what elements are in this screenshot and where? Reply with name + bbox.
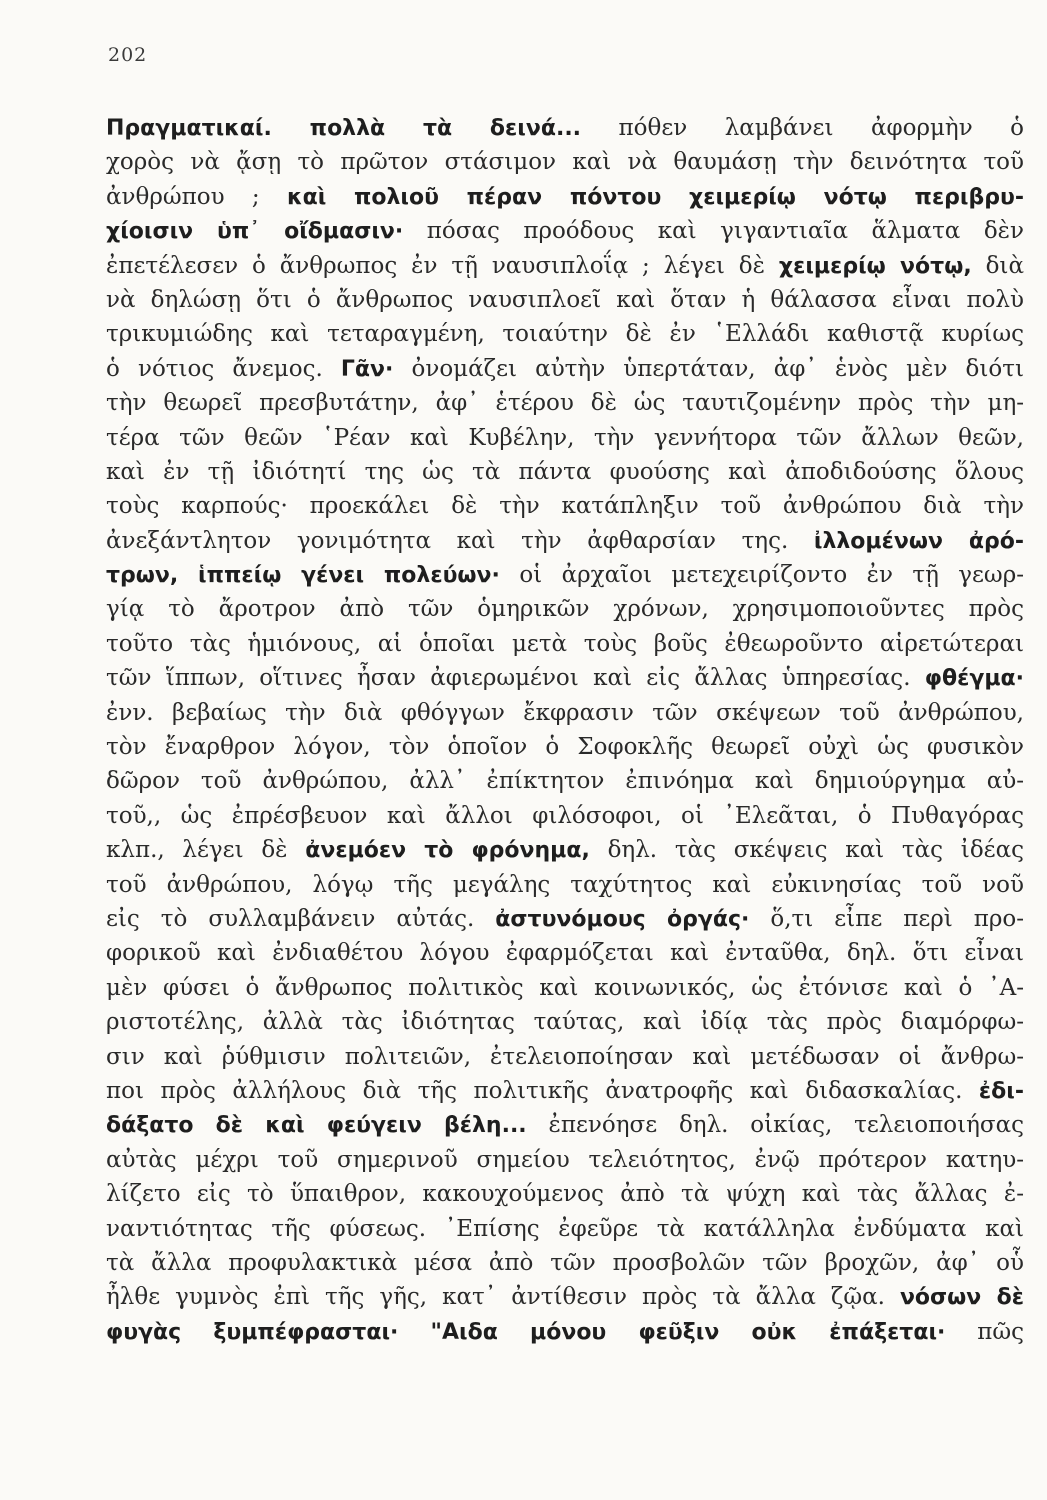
text-line	[106, 592, 1024, 626]
text-line	[106, 145, 1024, 179]
commentary-text: ποι πρὸς ἀλλήλους διὰ τῆς πολιτικῆς ἀνατροφῆς καὶ διδασκαλίας.	[106, 1077, 979, 1104]
text-line	[106, 524, 1024, 558]
commentary-text: τῶν ἵππων, οἵτινες ἦσαν ἀφιερωμένοι καὶ εἰς ἄλλας ὑπηρεσίας.	[106, 665, 925, 692]
text-line	[106, 455, 1024, 489]
commentary-text: τοῦ ἀνθρώπου, λόγῳ τῆς μεγάλης ταχύτητος καὶ εὐκινησίας τοῦ νοῦ	[106, 871, 1024, 898]
commentary-text: ὅ,τι εἶπε περὶ προ-	[749, 905, 1024, 932]
text-line	[106, 936, 1024, 970]
lemma-text: χίοισιν ὑπ᾽ οἴδμασιν·	[106, 219, 404, 245]
text-line	[106, 1143, 1024, 1177]
commentary-text: ἐνν. βεβαίως τὴν διὰ φθόγγων ἔκφρασιν τῶν σκέψεων τοῦ ἀνθρώπου,	[106, 699, 1024, 726]
lemma-text: φυγὰς ξυμπέφρασται· "Αιδα μόνου φεῦξιν οὐκ ἐπάξεται·	[106, 1319, 946, 1345]
lemma-text: νόσων δὲ	[899, 1285, 1024, 1311]
commentary-text: ἀνεξάντλητον γονιμότητα καὶ τὴν ἀφθαρσίαν της.	[106, 527, 814, 554]
text-line	[106, 1315, 1024, 1349]
lemma-text: Γᾶν·	[340, 356, 394, 382]
text-line	[106, 1212, 1024, 1246]
commentary-text: δηλ. τὰς σκέψεις καὶ τὰς ἰδέας	[589, 837, 1024, 864]
text-line	[106, 283, 1024, 317]
text-line	[106, 249, 1024, 283]
commentary-text: οἱ ἀρχαῖοι μετεχειρίζοντο ἐν τῇ γεωρ-	[499, 562, 1024, 589]
commentary-text: εἰς τὸ συλλαμβάνειν αὐτάς.	[106, 905, 496, 932]
text-line	[106, 1108, 1024, 1142]
text-line	[106, 386, 1024, 420]
text-line	[106, 902, 1024, 936]
text-line	[106, 214, 1024, 248]
commentary-text: πόθεν λαμβάνει ἀφορμὴν ὁ	[581, 115, 1024, 141]
commentary-text: ναντιότητας τῆς φύσεως. ᾿Επίσης ἐφεῦρε τὰ κατάλληλα ἐνδύματα καὶ	[106, 1215, 1024, 1242]
text-line	[106, 696, 1024, 730]
commentary-text: τοῦτο τὰς ἡμιόνους, αἱ ὁποῖαι μετὰ τοὺς βοῦς ἐθεωροῦντο αἱρετώτεραι	[106, 630, 1024, 657]
text-line	[106, 1177, 1024, 1211]
commentary-text: αὐτὰς μέχρι τοῦ σημερινοῦ σημείου τελειότητος, ἐνῷ πρότερον κατηυ-	[106, 1146, 1024, 1173]
text-line	[106, 971, 1024, 1005]
text-line	[106, 1040, 1024, 1074]
lemma-text: ἀστυνόμους ὀργάς·	[495, 906, 750, 932]
lemma-text: ἐδι-	[978, 1078, 1024, 1104]
commentary-text: τοὺς καρπούς· προεκάλει δὲ τὴν κατάπληξιν τοῦ ἀνθρώπου διὰ τὴν	[106, 493, 1024, 520]
commentary-text: λίζετο εἰς τὸ ὕπαιθρον, κακουχούμενος ἀπὸ τὰ ψύχη καὶ τὰς ἄλλας ἐ-	[106, 1181, 1024, 1208]
text-line	[106, 730, 1024, 764]
text-line	[106, 833, 1024, 867]
text-line	[106, 317, 1024, 351]
commentary-text: ριστοτέλης, ἀλλὰ τὰς ἰδιότητας ταύτας, καὶ ἰδίᾳ τὰς πρὸς διαμόρφω-	[106, 1009, 1024, 1036]
text-line	[106, 558, 1024, 592]
text-line	[106, 489, 1024, 523]
commentary-text: ἦλθε γυμνὸς ἐπὶ τῆς γῆς, κατ᾽ ἀντίθεσιν πρὸς τὰ ἄλλα ζῷα.	[106, 1284, 900, 1311]
commentary-text: τὴν θεωρεῖ πρεσβυτάτην, ἀφ᾽ ἑτέρου δὲ ὡς ταυτιζομένην πρὸς τὴν μη-	[106, 390, 1024, 417]
commentary-text: τὸν ἔναρθρον λόγον, τὸν ὁποῖον ὁ Σοφοκλῆς θεωρεῖ οὐχὶ ὡς φυσικὸν	[106, 734, 1024, 761]
text-line	[106, 352, 1024, 386]
page-number: 202	[108, 44, 148, 66]
text-line	[106, 627, 1024, 661]
text-line	[106, 421, 1024, 455]
commentary-text: νὰ δηλώσῃ ὅτι ὁ ἄνθρωπος ναυσιπλοεῖ καὶ ὅταν ἡ θάλασσα εἶναι πολὺ	[106, 286, 1024, 313]
commentary-text: τρικυμιώδης καὶ τεταραγμένη, τοιαύτην δὲ ἐν ῾Ελλάδι καθιστᾷ κυρίως	[106, 321, 1024, 348]
lemma-text: Πραγματικαί. πολλὰ τὰ δεινά...	[106, 116, 582, 141]
lemma-text: ἀνεμόεν τὸ φρόνημα,	[305, 838, 590, 864]
document-body	[106, 111, 1024, 1349]
commentary-text: κλπ., λέγει δὲ	[106, 837, 306, 864]
text-line	[106, 1246, 1024, 1280]
lemma-text: τρων, ἱππείῳ γένει πολεύων·	[106, 563, 500, 589]
commentary-text: πόσας προόδους καὶ γιγαντιαῖα ἅλματα δὲν	[403, 218, 1024, 245]
commentary-text: ὀνομάζει αὐτὴν ὑπερτάταν, ἀφ᾽ ἑνὸς μὲν διότι	[393, 355, 1024, 382]
commentary-text: ἀνθρώπου ;	[106, 183, 287, 210]
text-line	[106, 1280, 1024, 1314]
lemma-text: ἰλλομένων ἀρό-	[813, 528, 1024, 554]
text-line	[106, 180, 1024, 214]
commentary-text: ἐπετέλεσεν ὁ ἄνθρωπος ἐν τῇ ναυσιπλοΐᾳ ; λέγει δὲ	[106, 252, 779, 279]
commentary-text: σιν καὶ ῥύθμισιν πολιτειῶν, ἐτελειοποίησαν καὶ μετέδωσαν οἱ ἄνθρω-	[106, 1043, 1024, 1070]
text-line	[106, 661, 1024, 695]
lemma-text: φθέγμα·	[924, 666, 1024, 692]
commentary-text: μὲν φύσει ὁ ἄνθρωπος πολιτικὸς καὶ κοινωνικός, ὡς ἐτόνισε καὶ ὁ ᾿Α-	[106, 974, 1024, 1001]
commentary-text: ἐπενόησε δηλ. οἰκίας, τελειοποιήσας	[526, 1112, 1024, 1139]
lemma-text: δάξατο δὲ καὶ φεύγειν βέλη...	[106, 1113, 527, 1139]
text-line	[106, 1074, 1024, 1108]
commentary-text: διὰ	[971, 252, 1024, 279]
commentary-text: δῶρον τοῦ ἀνθρώπου, ἀλλ᾽ ἐπίκτητον ἐπινόημα καὶ δημιούργημα αὐ-	[106, 768, 1024, 795]
text-line	[106, 799, 1024, 833]
lemma-text: χειμερίῳ νότῳ,	[778, 253, 972, 279]
text-line	[106, 1005, 1024, 1039]
text-line	[106, 868, 1024, 902]
lemma-text: καὶ πολιοῦ πέραν πόντου χειμερίῳ νότῳ περιβρυ-	[287, 184, 1024, 210]
commentary-text: τοῦ,, ὡς ἐπρέσβευον καὶ ἄλλοι φιλόσοφοι, οἱ ᾿Ελεᾶται, ὁ Πυθαγόρας	[106, 802, 1024, 829]
text-line	[106, 111, 1024, 145]
commentary-text: πῶς	[945, 1318, 1024, 1345]
commentary-text: καὶ ἐν τῇ ἰδιότητί της ὡς τὰ πάντα φυούσης καὶ ἀποδιδούσης ὅλους	[106, 458, 1024, 485]
commentary-text: ὁ νότιος ἄνεμος.	[106, 355, 341, 382]
commentary-text: τὰ ἄλλα προφυλακτικὰ μέσα ἀπὸ τῶν προσβολῶν τῶν βροχῶν, ἀφ᾽ οὗ	[106, 1249, 1024, 1276]
commentary-text: χορὸς νὰ ᾄσῃ τὸ πρῶτον στάσιμον καὶ νὰ θαυμάσῃ τὴν δεινότητα τοῦ	[106, 149, 1024, 176]
commentary-text: τέρα τῶν θεῶν ῾Ρέαν καὶ Κυβέλην, τὴν γεννήτορα τῶν ἄλλων θεῶν,	[106, 424, 1024, 451]
commentary-text: γίᾳ τὸ ἄροτρον ἀπὸ τῶν ὁμηρικῶν χρόνων, χρησιμοποιοῦντες πρὸς	[106, 596, 1024, 623]
commentary-text: φορικοῦ καὶ ἐνδιαθέτου λόγου ἐφαρμόζεται καὶ ἐνταῦθα, δηλ. ὅτι εἶναι	[106, 940, 1024, 967]
text-line	[106, 764, 1024, 798]
